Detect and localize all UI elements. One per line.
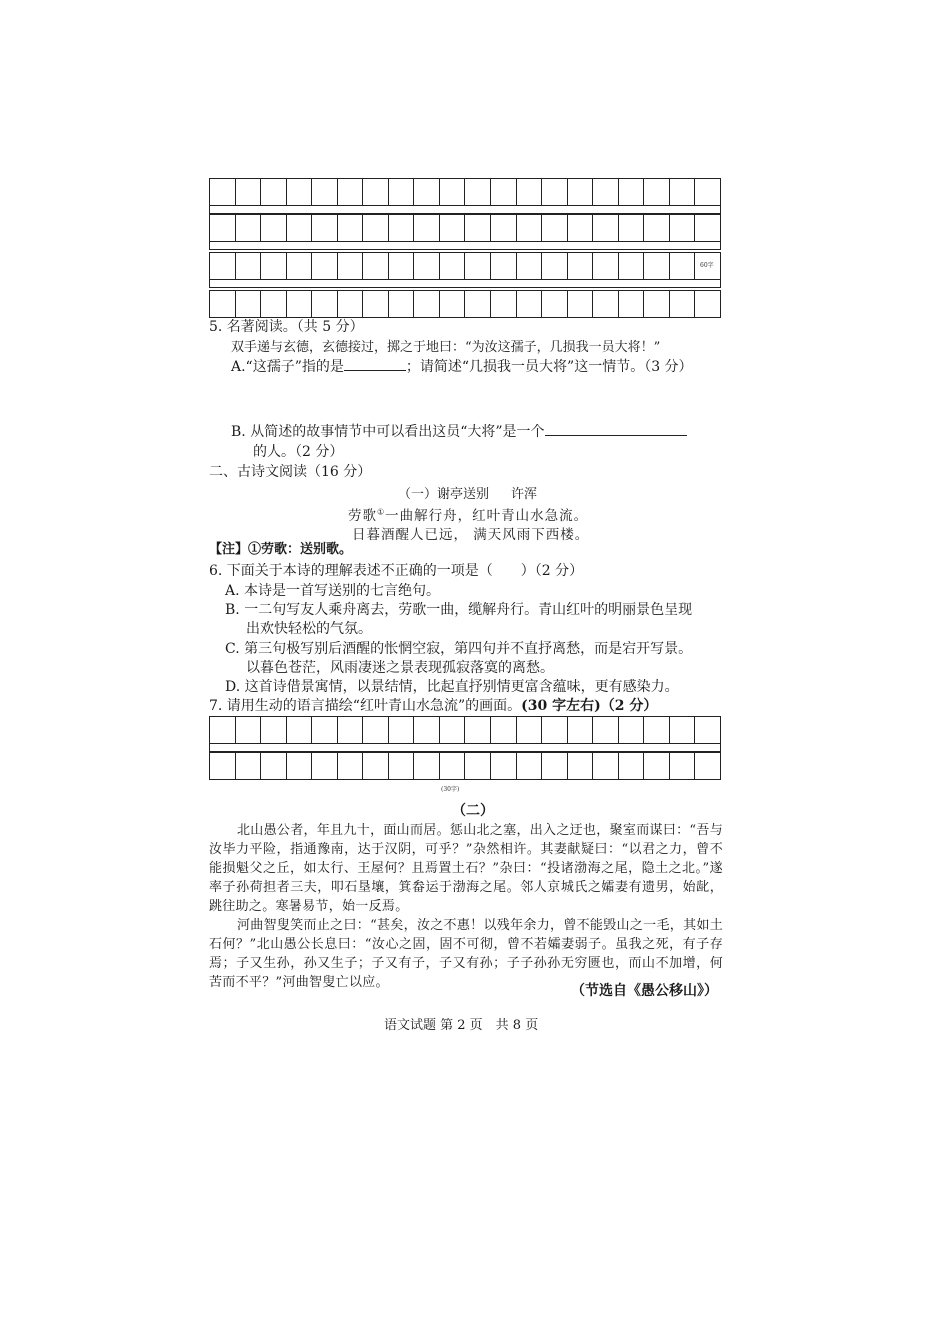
poem-line-2: 日暮酒醒人已远， 满天风雨下西楼。 — [352, 527, 590, 543]
grid-cell[interactable] — [236, 291, 262, 317]
grid-cell[interactable] — [210, 179, 236, 205]
grid-cell[interactable] — [312, 215, 338, 241]
grid-cell[interactable] — [210, 291, 236, 317]
q5-part-b — [231, 423, 687, 441]
grid-cell[interactable] — [261, 179, 287, 205]
q7-word-count-marker: (30字) — [441, 786, 460, 793]
grid-cell[interactable] — [517, 717, 543, 743]
grid-cell[interactable] — [465, 253, 491, 279]
grid-cell[interactable] — [517, 291, 543, 317]
grid-row[interactable] — [209, 716, 721, 744]
q6-option-c: C. 第三句极写别后酒醒的怅惘空寂，第四句并不直抒离愁，而是宕开写景。 — [225, 641, 693, 657]
grid-cell[interactable] — [338, 179, 364, 205]
grid-cell[interactable] — [210, 717, 236, 743]
grid-cell[interactable] — [287, 717, 313, 743]
answer-blank[interactable] — [344, 370, 406, 371]
grid-cell[interactable] — [619, 717, 645, 743]
grid-cell[interactable] — [644, 179, 670, 205]
passage-source: （节选自《愚公移山》） — [571, 983, 718, 999]
grid-cell[interactable] — [261, 753, 287, 779]
grid-cell[interactable] — [338, 215, 364, 241]
grid-cell[interactable] — [338, 253, 364, 279]
grid-cell[interactable] — [644, 291, 670, 317]
grid-cell[interactable] — [363, 291, 389, 317]
grid-cell[interactable] — [389, 215, 415, 241]
grid-cell[interactable] — [491, 717, 517, 743]
grid-cell[interactable] — [414, 179, 440, 205]
q7-word-limit: (30 字左右) — [521, 698, 601, 714]
grid-cell[interactable] — [465, 717, 491, 743]
grid-cell[interactable] — [593, 179, 619, 205]
grid-cell[interactable] — [491, 291, 517, 317]
grid-cell[interactable] — [210, 753, 236, 779]
poem-line-1-start: 劳歌 — [348, 508, 377, 524]
grid-cell[interactable] — [414, 753, 440, 779]
grid-cell[interactable] — [210, 215, 236, 241]
grid-cell[interactable] — [389, 291, 415, 317]
grid-cell[interactable] — [670, 215, 696, 241]
grid-cell[interactable] — [568, 753, 594, 779]
grid-cell[interactable] — [312, 179, 338, 205]
grid-cell[interactable] — [695, 179, 721, 205]
q7-points: （2 分） — [600, 698, 658, 714]
grid-cell[interactable] — [338, 291, 364, 317]
grid-cell[interactable] — [695, 753, 721, 779]
grid-cell[interactable] — [491, 179, 517, 205]
grid-cell[interactable] — [287, 179, 313, 205]
grid-cell[interactable] — [312, 253, 338, 279]
grid-cell[interactable] — [619, 179, 645, 205]
grid-cell[interactable] — [593, 215, 619, 241]
footnote-marker: ① — [377, 507, 386, 517]
grid-cell[interactable] — [287, 753, 313, 779]
page-footer: 语文试题 第 2 页 共 8 页 — [384, 1018, 539, 1033]
q6-stem: 6. 下面关于本诗的理解表述不正确的一项是（ ）（2 分） — [209, 563, 584, 579]
q5-part-a — [231, 358, 693, 376]
q7-stem — [209, 697, 657, 715]
q6-option-b: B. 一二句写友人乘舟离去，劳歌一曲，缆解舟行。青山红叶的明丽景色呈现 — [225, 602, 693, 618]
grid-cell[interactable] — [517, 215, 543, 241]
grid-cell[interactable] — [465, 753, 491, 779]
grid-cell[interactable] — [568, 179, 594, 205]
q6-option-c-cont: 以暮色苍茫，风雨凄迷之景表现孤寂落寞的离愁。 — [246, 660, 554, 676]
grid-cell[interactable] — [593, 753, 619, 779]
grid-cell[interactable] — [414, 215, 440, 241]
grid-cell[interactable] — [619, 215, 645, 241]
grid-cell[interactable] — [363, 179, 389, 205]
grid-cell[interactable] — [491, 253, 517, 279]
grid-cell[interactable] — [440, 215, 466, 241]
poem-author: 许浑 — [511, 487, 538, 502]
grid-row[interactable] — [209, 752, 721, 780]
grid-cell[interactable] — [414, 291, 440, 317]
grid-cell[interactable] — [517, 753, 543, 779]
grid-cell[interactable] — [644, 717, 670, 743]
grid-cell[interactable] — [670, 253, 696, 279]
grid-cell[interactable] — [695, 215, 721, 241]
grid-cell[interactable] — [568, 215, 594, 241]
section2-title: 二、古诗文阅读（16 分） — [209, 464, 372, 480]
grid-cell[interactable] — [568, 253, 594, 279]
grid-cell[interactable] — [644, 215, 670, 241]
grid-cell[interactable] — [695, 291, 721, 317]
grid-cell[interactable] — [619, 753, 645, 779]
passage-paragraph-2: 河曲智叟笑而止之曰：“甚矣，汝之不惠！以残年余力，曾不能毁山之一毛，其如土石何？”北山愚公长息曰：“汝心之固，固不可彻，曾不若孀妻弱子。虽我之死，有子存焉；子又生孙，孙又生子；子又有子，子又有孙；子子孙孙无穷匮也，而山不加增，何苦而不平？”河曲智叟亡以应。 — [209, 918, 723, 990]
grid-cell[interactable] — [670, 717, 696, 743]
grid-row — [209, 252, 721, 280]
answer-blank[interactable] — [545, 435, 687, 436]
grid-cell[interactable] — [695, 717, 721, 743]
grid-cell[interactable] — [644, 753, 670, 779]
poem-line-1-end: 一曲解行舟，红叶青山水急流。 — [385, 508, 589, 524]
q6-option-d: D. 这首诗借景寓情，以景结情，比起直抒别情更富含蕴味，更有感染力。 — [225, 679, 679, 695]
grid-cell[interactable] — [261, 717, 287, 743]
grid-cell[interactable] — [363, 753, 389, 779]
grid-cell[interactable] — [670, 179, 696, 205]
grid-cell[interactable] — [517, 179, 543, 205]
q5-b-line2: 的人。（2 分） — [253, 444, 344, 460]
grid-cell[interactable] — [491, 215, 517, 241]
grid-cell[interactable] — [363, 253, 389, 279]
grid-cell[interactable] — [312, 291, 338, 317]
q6-option-b-cont: 出欢快轻松的气氛。 — [246, 621, 372, 637]
grid-cell[interactable] — [338, 753, 364, 779]
q5-quote: 双手递与玄德，玄德接过，掷之于地曰：“为汝这孺子，几损我一员大将！” — [231, 340, 661, 355]
grid-cell[interactable] — [542, 179, 568, 205]
grid-cell[interactable] — [261, 291, 287, 317]
q6-option-a: A. 本诗是一首写送别的七言绝句。 — [225, 583, 441, 599]
grid-cell[interactable] — [440, 753, 466, 779]
grid-cell[interactable] — [389, 753, 415, 779]
grid-cell[interactable] — [670, 753, 696, 779]
passage-paragraph-1: 北山愚公者，年且九十，面山而居。惩山北之塞，出入之迂也，聚室而谋曰：“吾与汝毕力平险，指通豫南，达于汉阴，可乎？”杂然相许。其妻献疑曰：“以君之力，曾不能损魁父之丘，如太行、王屋何？且焉置土石？”杂曰：“投诸渤海之尾，隐土之北。”遂率子孙荷担者三夫，叩石垦壤，箕畚运于渤海之尾。邻人京城氏之孀妻有遗男，始龀，跳往助之。寒暑易节，始一反焉。 — [209, 823, 723, 914]
grid-cell[interactable] — [389, 179, 415, 205]
grid-cell[interactable] — [261, 253, 287, 279]
grid-cell[interactable] — [644, 253, 670, 279]
grid-cell[interactable] — [670, 291, 696, 317]
grid-cell[interactable] — [542, 253, 568, 279]
poem-note: 【注】①劳歌：送别歌。 — [209, 542, 353, 557]
grid-cell[interactable] — [619, 253, 645, 279]
grid-cell[interactable] — [210, 253, 236, 279]
grid-cell[interactable] — [542, 215, 568, 241]
grid-cell[interactable] — [236, 717, 262, 743]
grid-cell[interactable] — [440, 179, 466, 205]
q7-stem-text: 7. 请用生动的语言描绘“红叶青山水急流”的画面。 — [209, 698, 522, 714]
grid-cell[interactable] — [593, 291, 619, 317]
grid-cell[interactable] — [236, 179, 262, 205]
grid-cell[interactable] — [312, 717, 338, 743]
grid-cell[interactable] — [619, 291, 645, 317]
grid-cell[interactable] — [568, 717, 594, 743]
grid-cell[interactable] — [542, 717, 568, 743]
grid-cell[interactable] — [236, 753, 262, 779]
grid-cell[interactable] — [440, 253, 466, 279]
grid-cell[interactable] — [414, 253, 440, 279]
grid-cell[interactable] — [440, 717, 466, 743]
grid-cell[interactable] — [465, 291, 491, 317]
q5-b-prefix: B. 从简述的故事情节中可以看出这员“大将”是一个 — [231, 424, 545, 440]
grid-row-gap — [209, 242, 721, 250]
grid-cell[interactable] — [568, 291, 594, 317]
grid-row-gap — [209, 280, 721, 288]
grid-row — [209, 290, 721, 318]
grid-cell[interactable] — [363, 717, 389, 743]
q5-a-suffix: ；请简述“几损我一员大将”这一情节。（3 分） — [405, 359, 693, 375]
grid-cell[interactable] — [440, 291, 466, 317]
grid-cell[interactable] — [491, 753, 517, 779]
poem-title — [398, 486, 537, 504]
grid-cell[interactable] — [414, 717, 440, 743]
passage-heading: （二） — [452, 803, 494, 819]
grid-cell[interactable] — [287, 215, 313, 241]
poem-title-text: （一）谢亭送别 — [398, 487, 490, 502]
poem-line-1 — [348, 504, 588, 524]
grid-cell[interactable] — [236, 253, 262, 279]
grid-cell[interactable] — [389, 253, 415, 279]
grid-cell[interactable] — [389, 717, 415, 743]
q5-a-prefix: A.“这孺子”指的是 — [231, 359, 344, 375]
grid-cell[interactable] — [465, 215, 491, 241]
grid-row — [209, 214, 721, 242]
word-count-marker: 60字 — [700, 262, 714, 269]
grid-cell[interactable] — [593, 717, 619, 743]
grid-cell[interactable] — [312, 753, 338, 779]
q5-title: 5. 名著阅读。（共 5 分） — [209, 319, 364, 335]
grid-cell[interactable] — [261, 215, 287, 241]
grid-cell[interactable] — [287, 291, 313, 317]
grid-row-gap — [209, 206, 721, 214]
grid-cell[interactable] — [338, 717, 364, 743]
grid-cell[interactable] — [542, 291, 568, 317]
grid-row-gap — [209, 744, 721, 752]
grid-cell[interactable] — [363, 215, 389, 241]
grid-row — [209, 178, 721, 206]
grid-cell[interactable] — [236, 215, 262, 241]
grid-cell[interactable] — [465, 179, 491, 205]
grid-cell[interactable] — [593, 253, 619, 279]
grid-cell[interactable] — [287, 253, 313, 279]
grid-cell[interactable] — [517, 253, 543, 279]
grid-cell[interactable] — [542, 753, 568, 779]
